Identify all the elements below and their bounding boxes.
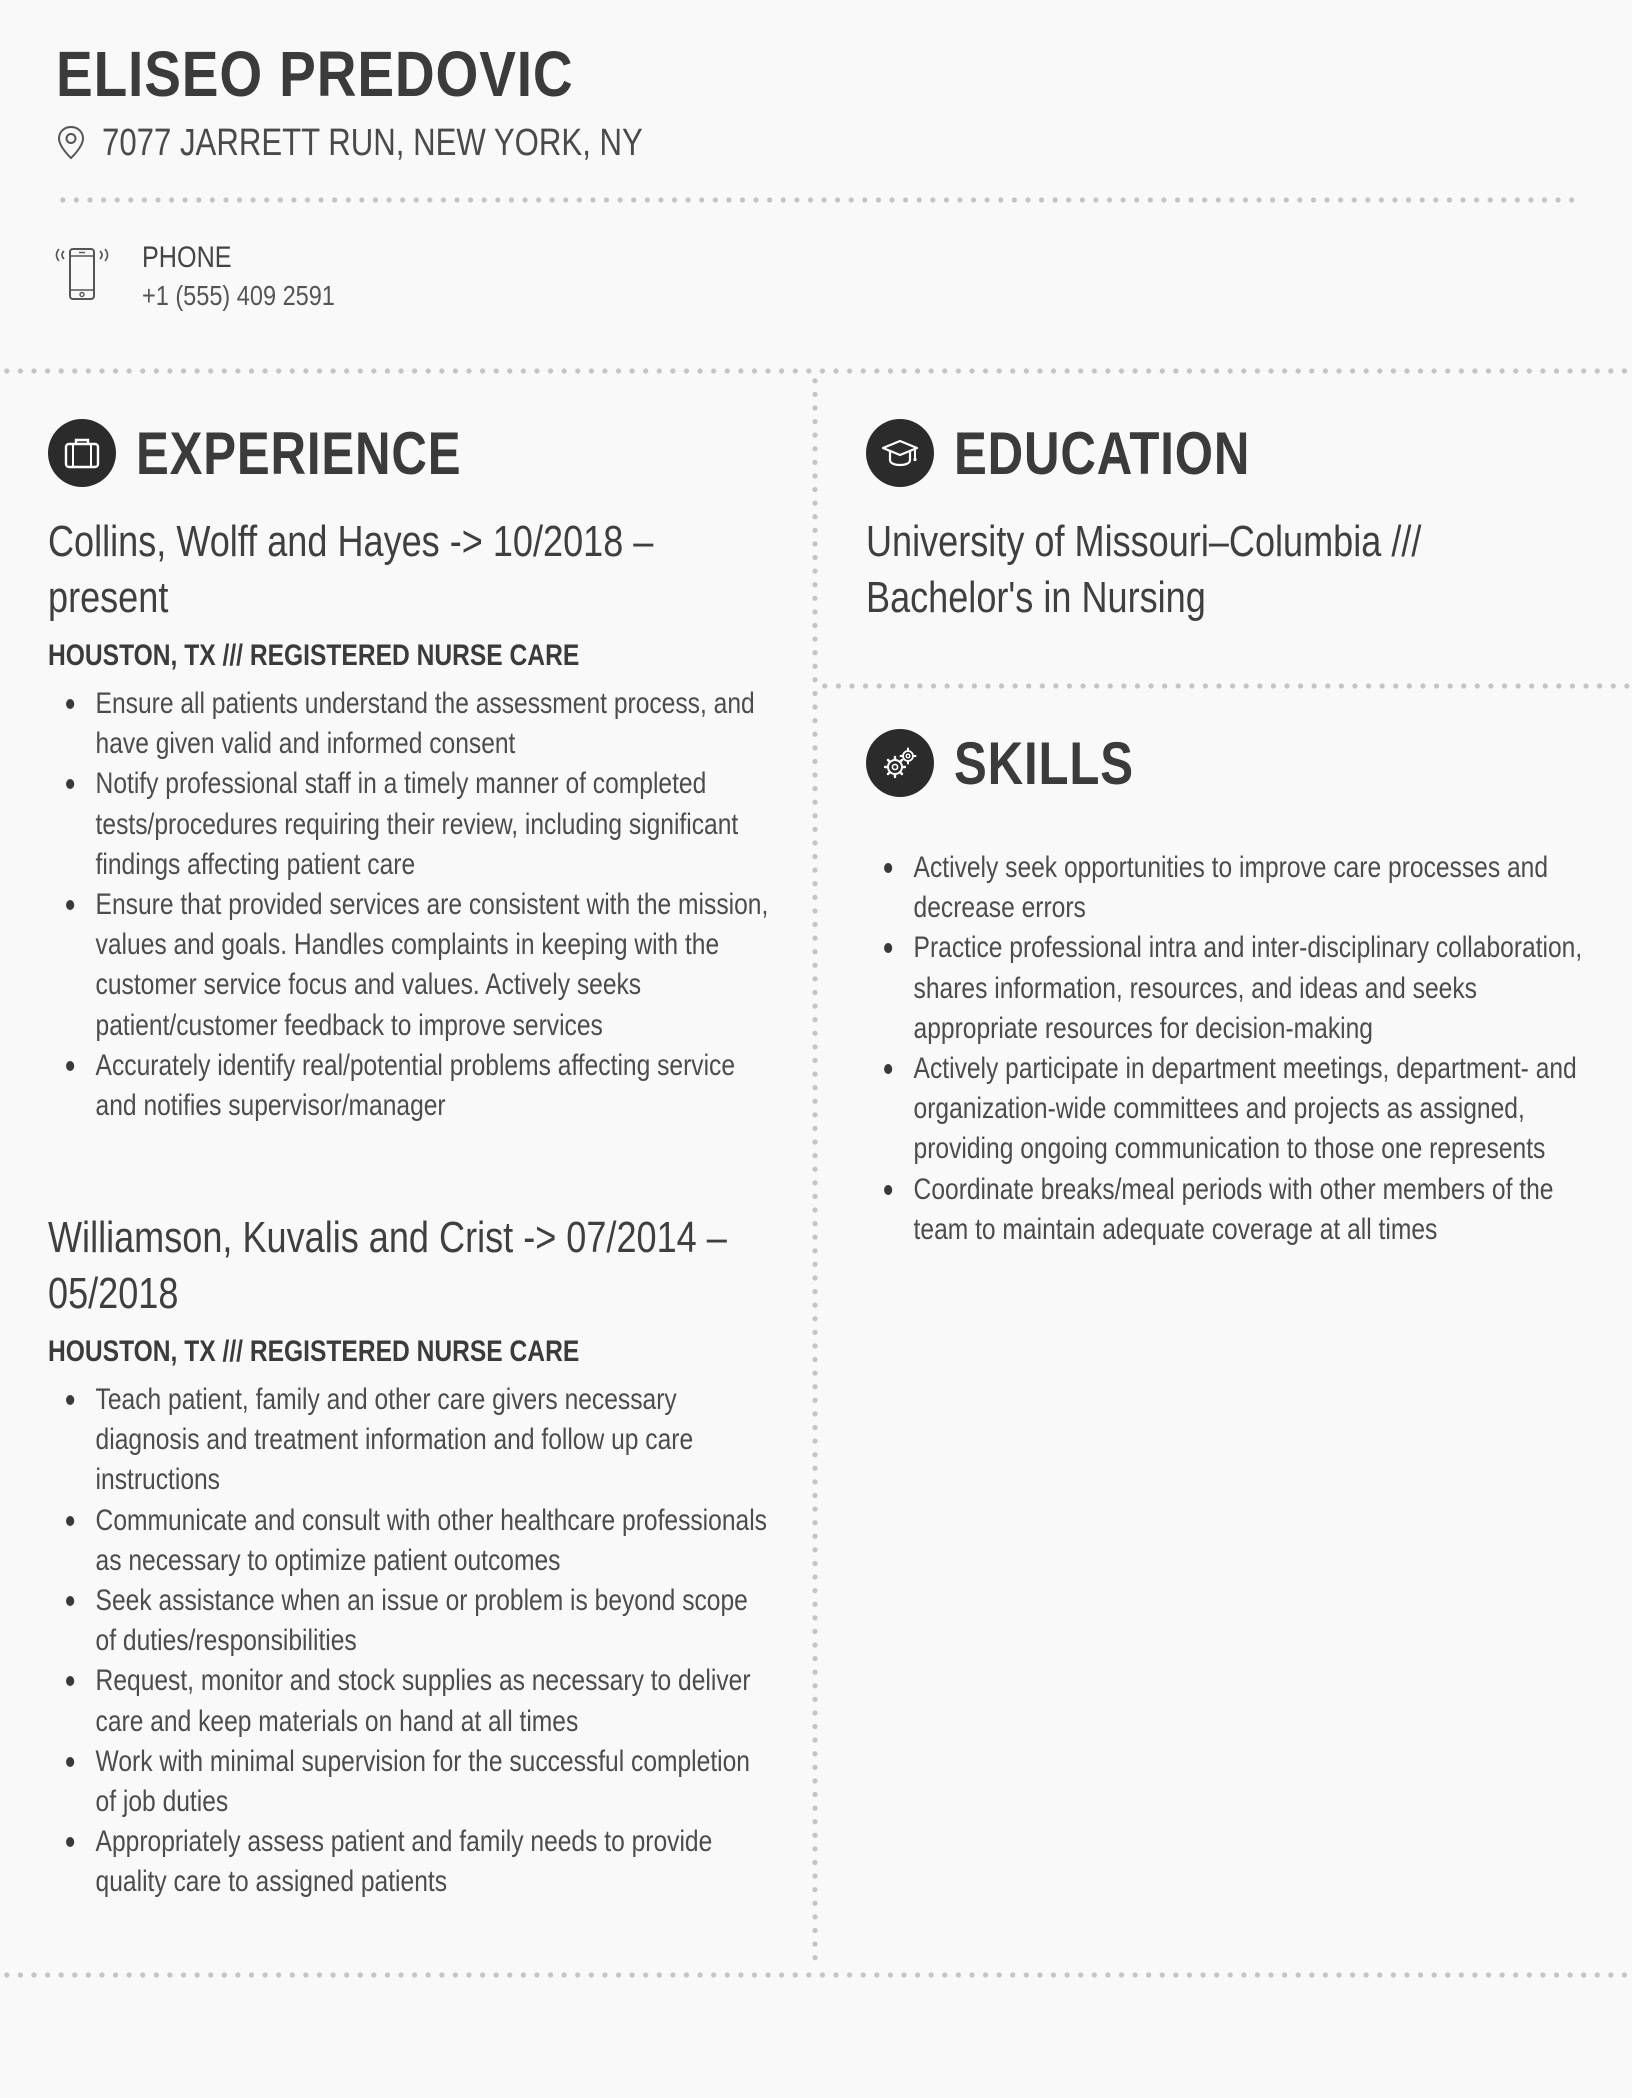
- education-section: [866, 410, 1586, 626]
- education-header: [866, 410, 1586, 496]
- list-item: Coordinate breaks/meal periods with other members of the team to maintain adequate coverage at all times: [866, 1170, 1588, 1250]
- education-divider: [818, 683, 1632, 689]
- experience-section: [48, 410, 769, 1899]
- job-subheading: HOUSTON, TX /// REGISTERED NURSE CARE: [48, 639, 580, 672]
- header-divider: [56, 197, 1580, 203]
- skills-section: [866, 720, 1586, 1250]
- skills-title: SKILLS: [954, 729, 1134, 797]
- list-item: Practice professional intra and inter-disciplinary collaboration, shares information, resources, and ideas and seeks appropriate resources for decision-making: [866, 928, 1588, 1049]
- education-entry: University of Missouri–Columbia /// Bachelor's in Nursing: [866, 517, 1422, 622]
- gears-icon: [866, 729, 934, 797]
- list-item: Accurately identify real/potential problems affecting service and notifies supervisor/manager: [48, 1046, 770, 1126]
- list-item: Appropriately assess patient and family needs to provide quality care to assigned patients: [48, 1822, 770, 1902]
- list-item: Communicate and consult with other healthcare professionals as necessary to optimize patient outcomes: [48, 1501, 770, 1581]
- resume-header: [56, 38, 1576, 168]
- job-bullets: [48, 684, 770, 1126]
- skills-header: [866, 720, 1586, 806]
- location-pin-icon: [56, 125, 86, 161]
- list-item: Request, monitor and stock supplies as necessary to deliver care and keep materials on hand at all times: [48, 1661, 770, 1741]
- job-heading: Collins, Wolff and Hayes -> 10/2018 – present: [48, 517, 654, 622]
- skills-bullets: [866, 848, 1588, 1250]
- list-item: Actively participate in department meetings, department- and organization-wide committees and projects as assigned, providing ongoing communication to those one represents: [866, 1049, 1588, 1170]
- list-item: Work with minimal supervision for the successful completion of job duties: [48, 1742, 770, 1822]
- mobile-phone-icon: [54, 244, 110, 304]
- list-item: Seek assistance when an issue or problem is beyond scope of duties/responsibilities: [48, 1581, 770, 1661]
- candidate-name: ELISEO PREDOVIC: [56, 38, 574, 110]
- experience-title: EXPERIENCE: [136, 419, 462, 487]
- address-row: [56, 118, 1576, 168]
- phone-contact: [54, 240, 372, 316]
- graduation-cap-icon: [866, 419, 934, 487]
- phone-value: +1 (555) 409 2591: [142, 280, 335, 311]
- list-item: Teach patient, family and other care givers necessary diagnosis and treatment information and follow up care instructions: [48, 1380, 770, 1501]
- footer-divider: [0, 1972, 1632, 1978]
- phone-label: PHONE: [142, 241, 232, 274]
- job-subheading: HOUSTON, TX /// REGISTERED NURSE CARE: [48, 1335, 580, 1368]
- education-title: EDUCATION: [954, 419, 1251, 487]
- list-item: Ensure that provided services are consistent with the mission, values and goals. Handles complaints in keeping with the customer service focus and values. Actively seeks patient/customer feedback to improve services: [48, 885, 770, 1046]
- list-item: Notify professional staff in a timely manner of completed tests/procedures requiring their review, including significant findings affecting patient care: [48, 764, 770, 885]
- list-item: Ensure all patients understand the assessment process, and have given valid and informed consent: [48, 684, 770, 764]
- job-bullets: [48, 1380, 770, 1903]
- job-entry: [48, 1210, 928, 1903]
- experience-header: [48, 410, 768, 496]
- list-item: Actively seek opportunities to improve care processes and decrease errors: [866, 848, 1588, 928]
- phone-text: [142, 240, 372, 316]
- job-entry: [48, 514, 768, 1126]
- address: 7077 JARRETT RUN, NEW YORK, NY: [102, 121, 643, 164]
- job-heading: Williamson, Kuvalis and Crist -> 07/2014 – 05/2018: [48, 1213, 727, 1318]
- briefcase-icon: [48, 419, 116, 487]
